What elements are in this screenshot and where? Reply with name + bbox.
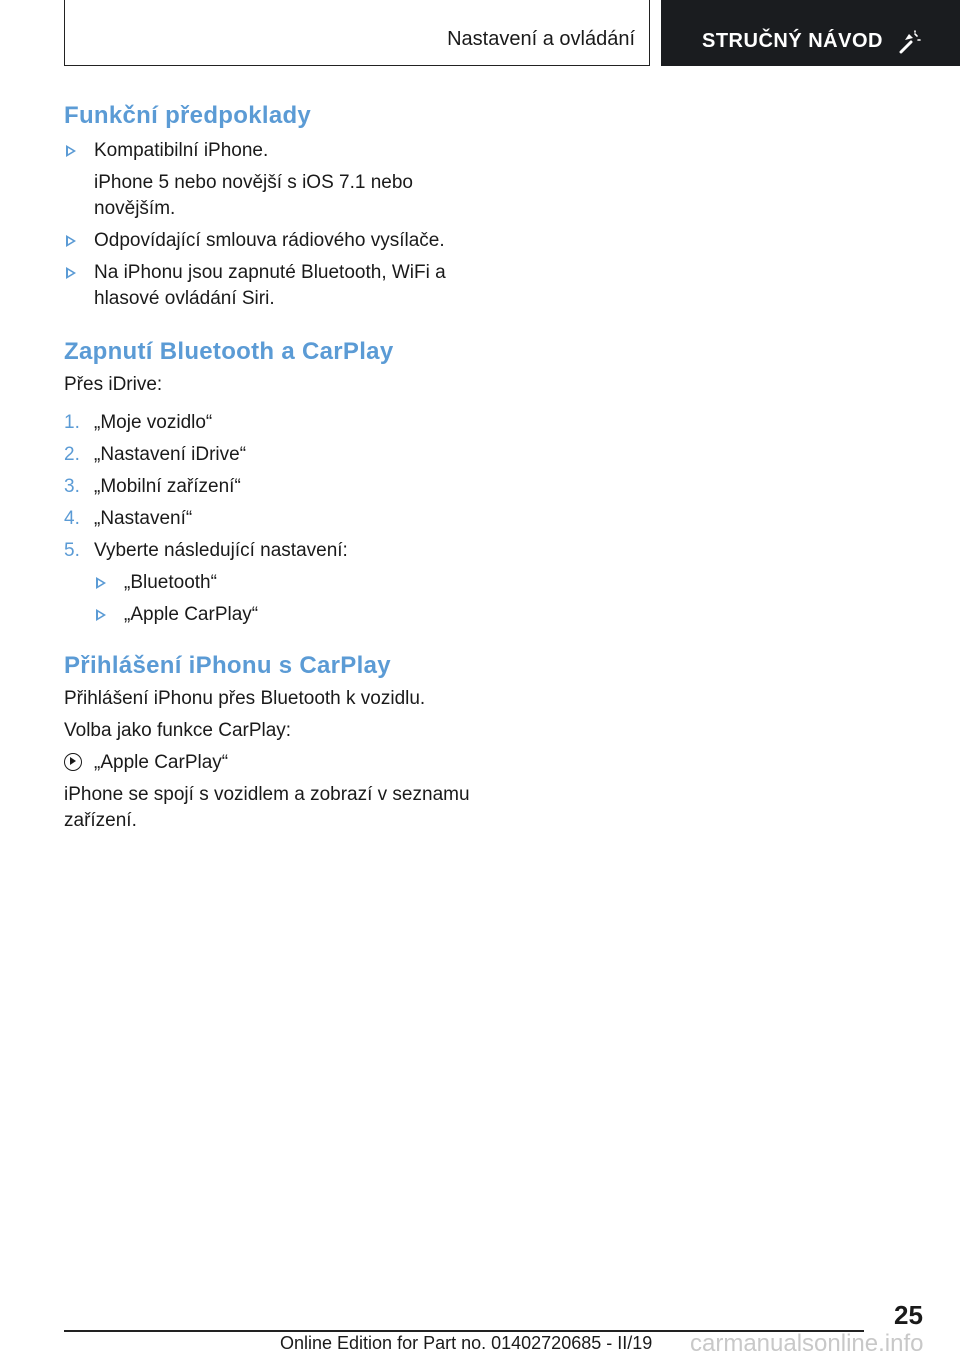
header-section-box <box>64 0 650 66</box>
list-item-detail: iPhone 5 nebo novější s iOS 7.1 nebo novějším. <box>94 172 414 219</box>
step-number: 2. <box>64 444 80 465</box>
list-item <box>64 260 484 312</box>
paragraph: Přihlášení iPhonu přes Bluetooth k vozidlu. <box>64 688 426 709</box>
step-item <box>64 538 484 564</box>
step-item <box>64 474 484 500</box>
step-text: „Nastavení“ <box>94 508 193 529</box>
play-circle-icon <box>64 753 82 771</box>
paragraph: iPhone se spojí s vozidlem a zobrazí v seznamu zařízení. <box>64 784 470 831</box>
section-title: Zapnutí Bluetooth a CarPlay <box>64 338 394 365</box>
paragraph: Volba jako funkce CarPlay: <box>64 720 292 741</box>
wand-icon <box>897 30 921 54</box>
step-number: 1. <box>64 412 80 433</box>
section-title: Přihlášení iPhonu s CarPlay <box>64 652 391 679</box>
list-item-text: „Apple CarPlay“ <box>124 604 259 625</box>
triangle-bullet-icon <box>66 267 76 279</box>
steps-list <box>64 410 484 564</box>
list-item <box>64 228 484 254</box>
triangle-bullet-icon <box>96 577 106 589</box>
step-item <box>64 442 484 468</box>
section-intro: Přes iDrive: <box>64 374 163 395</box>
section-bluetooth-carplay <box>64 336 484 628</box>
list-item-text: „Bluetooth“ <box>124 572 217 593</box>
step-item <box>64 410 484 436</box>
section-iphone-login <box>64 650 484 834</box>
list-item <box>94 570 484 596</box>
step-item <box>64 506 484 532</box>
list-item <box>94 602 484 628</box>
section-prerequisites <box>64 100 484 312</box>
list-item <box>64 138 484 164</box>
step-number: 4. <box>64 508 80 529</box>
step-text: „Nastavení iDrive“ <box>94 444 247 465</box>
list-item-text: Odpovídající smlouva rádiového vysílače. <box>94 230 445 251</box>
step-text: Vyberte následující nastavení: <box>94 540 348 561</box>
sub-options <box>64 570 484 628</box>
header-chapter-tab <box>661 0 960 66</box>
triangle-bullet-icon <box>66 235 76 247</box>
step-text: „Mobilní zařízení“ <box>94 476 241 497</box>
section-title: Funkční předpoklady <box>64 102 312 129</box>
step-number: 5. <box>64 540 80 561</box>
page-number: 25 <box>894 1300 923 1330</box>
triangle-bullet-icon <box>66 145 76 157</box>
action-step <box>64 750 484 776</box>
footer-edition: Online Edition for Part no. 01402720685 - II/19 <box>280 1333 653 1353</box>
step-number: 3. <box>64 476 80 497</box>
action-text: „Apple CarPlay“ <box>94 752 229 773</box>
list-item-text: Na iPhonu jsou zapnuté Bluetooth, WiFi a hlasové ovládání Siri. <box>94 262 446 309</box>
step-text: „Moje vozidlo“ <box>94 412 213 433</box>
list-item-text: Kompatibilní iPhone. <box>94 140 269 161</box>
page-content <box>64 100 484 834</box>
watermark: carmanualsonline.info <box>690 1330 924 1357</box>
triangle-bullet-icon <box>96 609 106 621</box>
header-section-title: Nastavení a ovládání <box>447 28 635 50</box>
header-tab-label: STRUČNÝ NÁVOD <box>702 30 883 52</box>
